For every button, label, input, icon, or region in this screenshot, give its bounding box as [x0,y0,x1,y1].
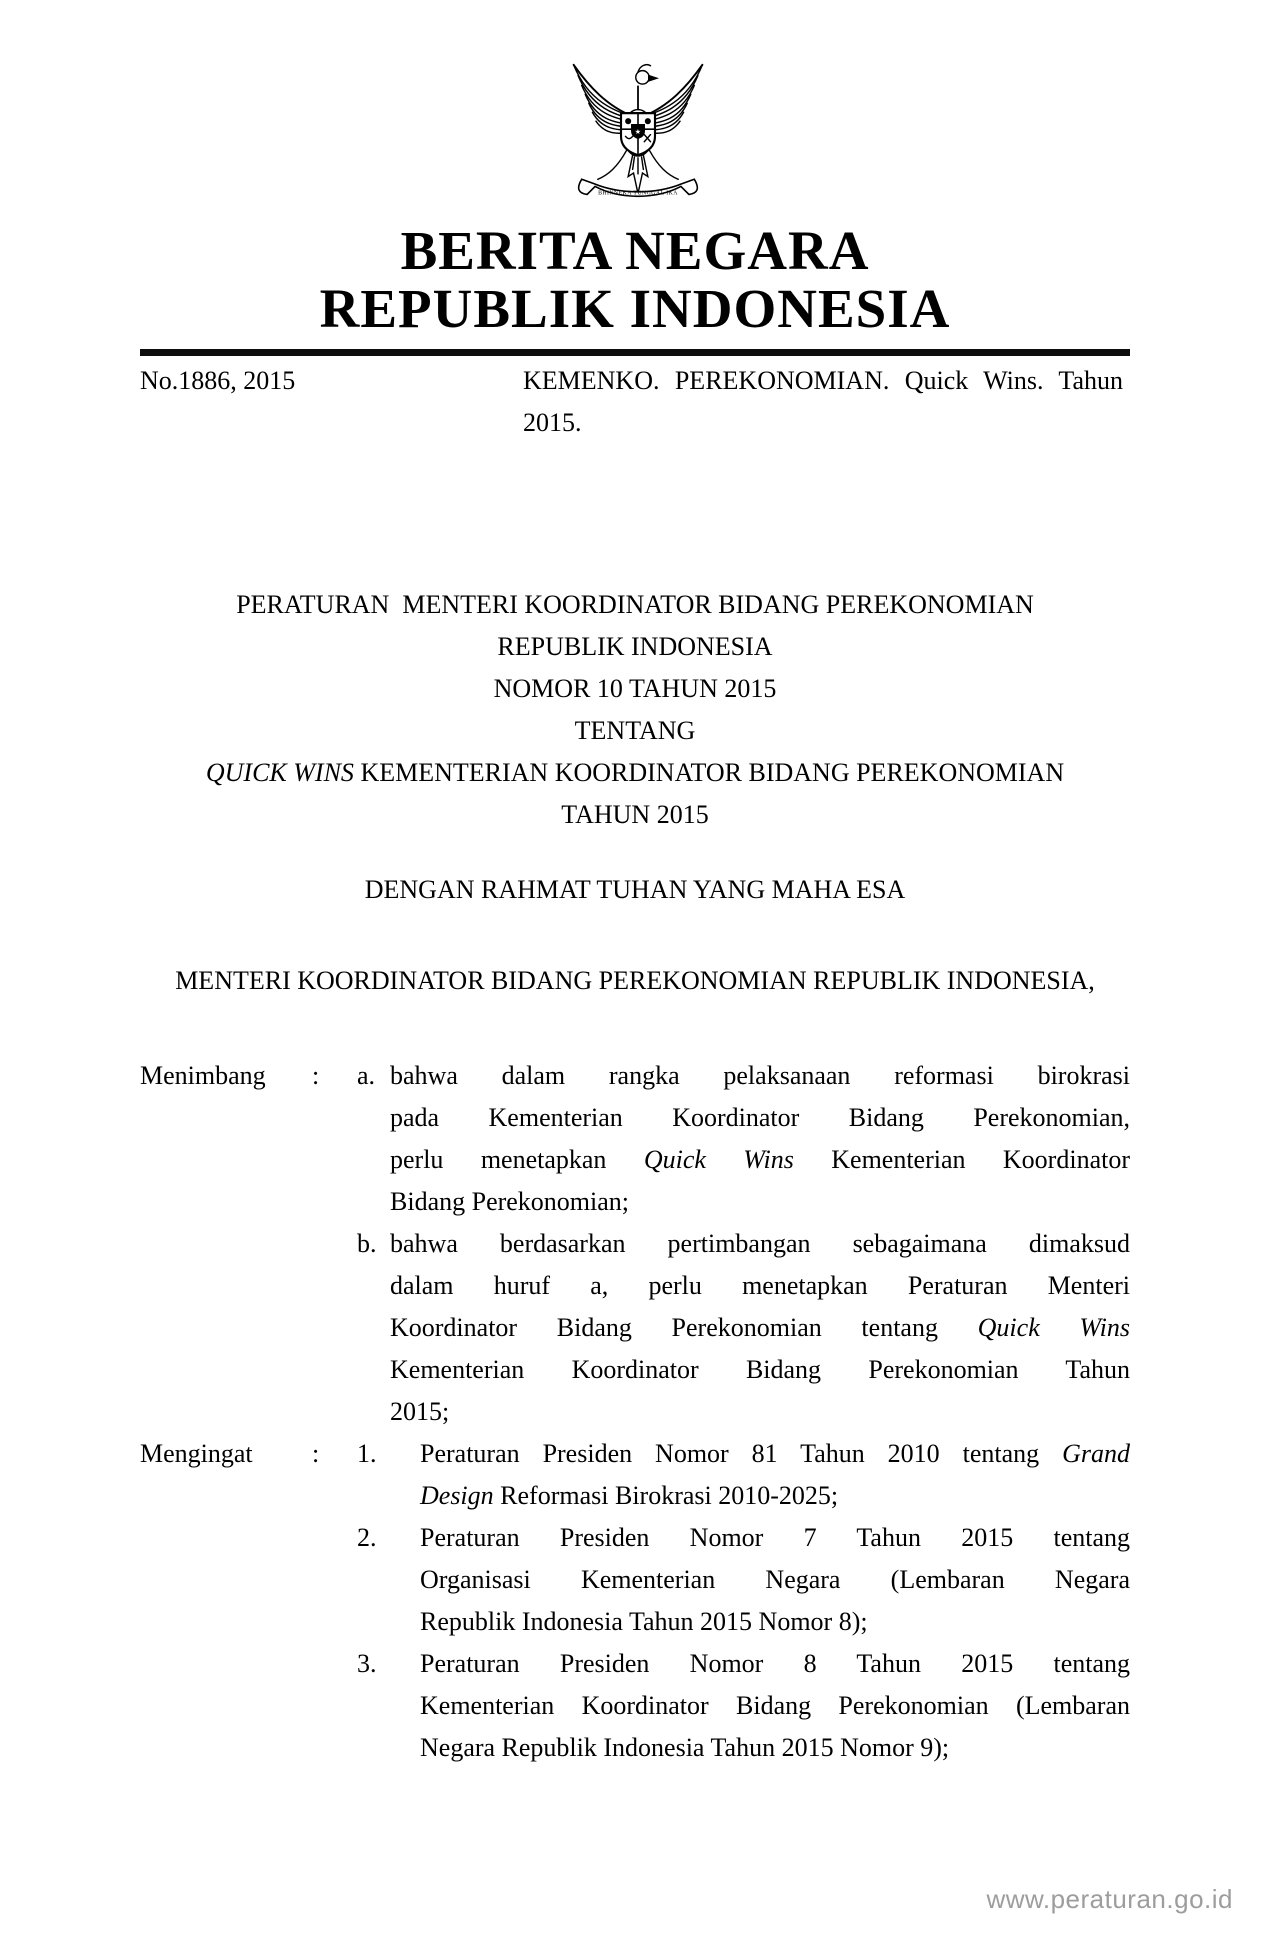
body-line: Organisasi Kementerian Negara (Lembaran Negara [420,1565,1130,1594]
gazette-number: No.1886, 2015 [140,366,296,395]
clause-item [140,1055,1130,1223]
body-line: bahwa berdasarkan pertimbangan sebagaimana dimaksud [390,1229,1130,1258]
item-text [390,1223,1130,1433]
regulation-title-block [140,584,1130,836]
gazette-subject-line: 2015. [523,408,582,437]
regulation-title-line: NOMOR 10 TAHUN 2015 [493,674,777,703]
body-line: Peraturan Presiden Nomor 8 Tahun 2015 tentang [420,1649,1130,1678]
clause-mengingat [140,1433,1130,1769]
body-line: Kementerian Koordinator Bidang Perekonomian (Lembaran [420,1691,1130,1720]
item-marker: 1. [357,1439,377,1468]
item-text [420,1643,1130,1769]
masthead-title: BERITA NEGARA [400,220,870,281]
item-marker: 3. [357,1649,377,1678]
body-line: Peraturan Presiden Nomor 81 Tahun 2010 tentang Grand [420,1439,1130,1468]
garuda-pancasila-emblem [562,50,714,217]
body-line: Design Reformasi Birokrasi 2010-2025; [420,1481,839,1510]
masthead [140,222,1130,338]
ribbon-icon [578,179,697,196]
clause-item [140,1643,1130,1769]
regulation-title-line: TENTANG [574,716,696,745]
body-line: Bidang Perekonomian; [390,1187,630,1216]
body-block [140,1055,1130,1769]
header-rule [140,349,1130,356]
authority-line: MENTERI KOORDINATOR BIDANG PEREKONOMIAN REPUBLIK INDONESIA, [175,966,1095,995]
item-marker: a. [357,1061,376,1090]
star-icon: ★ [634,128,641,137]
body-line: Republik Indonesia Tahun 2015 Nomor 8); [420,1607,868,1636]
body-line: pada Kementerian Koordinator Bidang Perekonomian, [390,1103,1130,1132]
body-line: bahwa dalam rangka pelaksanaan reformasi birokrasi [390,1061,1130,1090]
head-icon [635,65,656,110]
regulation-title-line: PERATURAN MENTERI KOORDINATOR BIDANG PEREKONOMIAN [236,590,1034,619]
body-line: dalam huruf a, perlu menetapkan Peraturan Menteri [390,1271,1130,1300]
item-text [420,1517,1130,1643]
body-line: Peraturan Presiden Nomor 7 Tahun 2015 tentang [420,1523,1130,1552]
body-line: 2015; [390,1397,450,1426]
body-line: Koordinator Bidang Perekonomian tentang Quick Wins [390,1313,1130,1342]
clause-label: Menimbang [140,1061,266,1090]
regulation-title-line: REPUBLIK INDONESIA [497,632,773,661]
regulation-title-line: QUICK WINS KEMENTERIAN KOORDINATOR BIDANG PEREKONOMIAN [205,758,1065,787]
gazette-subject-line: KEMENKO. PEREKONOMIAN. Quick Wins. Tahun [523,366,1123,395]
clause-item [140,1433,1130,1517]
clause-label: Mengingat [140,1439,253,1468]
clause-item [140,1517,1130,1643]
body-line: Kementerian Koordinator Bidang Perekonomian Tahun [390,1355,1130,1384]
item-marker: b. [357,1229,377,1258]
invocation-line: DENGAN RAHMAT TUHAN YANG MAHA ESA [364,875,906,904]
motto-text: BHINNEKA TUNGGAL IKA [597,190,678,197]
footer-watermark: www.peraturan.go.id [986,1884,1233,1914]
regulation-title-line: TAHUN 2015 [561,800,709,829]
body-line: perlu menetapkan Quick Wins Kementerian Koordinator [390,1145,1130,1174]
masthead-subtitle: REPUBLIK INDONESIA [319,278,951,339]
clause-colon: : [312,1439,320,1468]
item-text [420,1433,1130,1517]
gazette-subject [523,360,1123,444]
clause-item [140,1223,1130,1433]
clause-menimbang [140,1055,1130,1433]
item-text [390,1055,1130,1223]
item-marker: 2. [357,1523,377,1552]
shield-icon [621,113,655,155]
clause-colon: : [312,1061,320,1090]
body-line: Negara Republik Indonesia Tahun 2015 Nomor 9); [420,1733,950,1762]
tail-icon [628,155,648,193]
